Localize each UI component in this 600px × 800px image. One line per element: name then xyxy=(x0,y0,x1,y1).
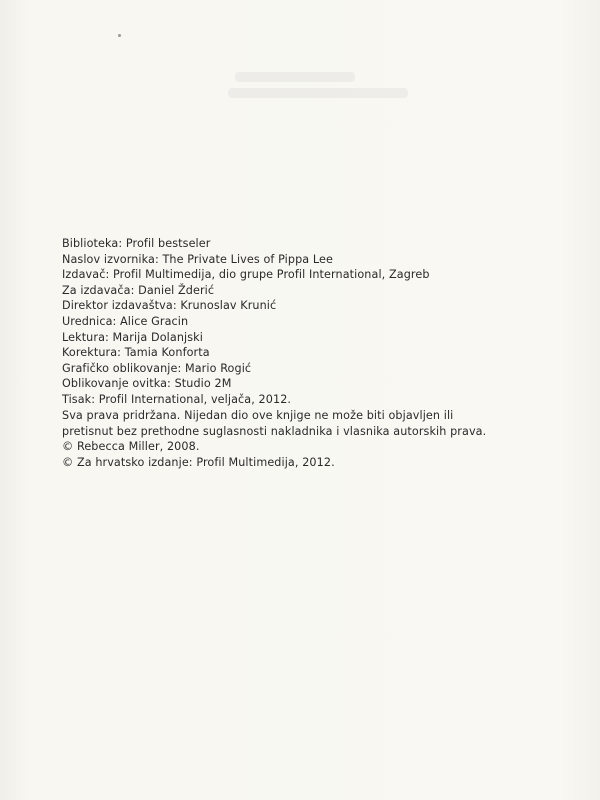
rights-notice-line: Sva prava pridržana. Nijedan dio ove knjige ne može biti objavljen ili xyxy=(62,409,454,422)
imprint-line-print: Tisak: Profil International, veljača, 2012. xyxy=(62,392,292,406)
imprint-line-graphic-design: Grafičko oblikovanje: Mario Rogić xyxy=(62,361,252,375)
imprint-line-for-publisher: Za izdavača: Daniel Žderić xyxy=(62,283,215,297)
imprint-line-original-title: Naslov izvornika: The Private Lives of Pippa Lee xyxy=(62,252,334,266)
imprint-line-editor: Urednica: Alice Gracin xyxy=(62,314,189,328)
copyright-edition-line: © Za hrvatsko izdanje: Profil Multimedija, 2012. xyxy=(62,455,335,469)
rights-notice-block xyxy=(62,408,562,470)
imprint-line-cover-design: Oblikovanje ovitka: Studio 2M xyxy=(62,377,232,391)
imprint-line-library: Biblioteka: Profil bestseler xyxy=(62,237,211,250)
paper-speck xyxy=(118,34,121,37)
imprint-line-proofreading: Korektura: Tamia Konforta xyxy=(62,346,210,360)
copyright-author-line: © Rebecca Miller, 2008. xyxy=(62,440,200,454)
imprint-line-publisher: Izdavač: Profil Multimedija, dio grupe Profil International, Zagreb xyxy=(62,268,430,282)
show-through-text-ghost xyxy=(228,88,408,98)
rights-notice-line: pretisnut bez prethodne suglasnosti nakladnika i vlasnika autorskih prava. xyxy=(62,424,487,438)
show-through-text-ghost xyxy=(235,72,355,82)
imprint-block xyxy=(62,236,562,408)
imprint-line-language-editing: Lektura: Marija Dolanjski xyxy=(62,330,203,344)
imprint-line-publishing-director: Direktor izdavaštva: Krunoslav Krunić xyxy=(62,299,277,313)
